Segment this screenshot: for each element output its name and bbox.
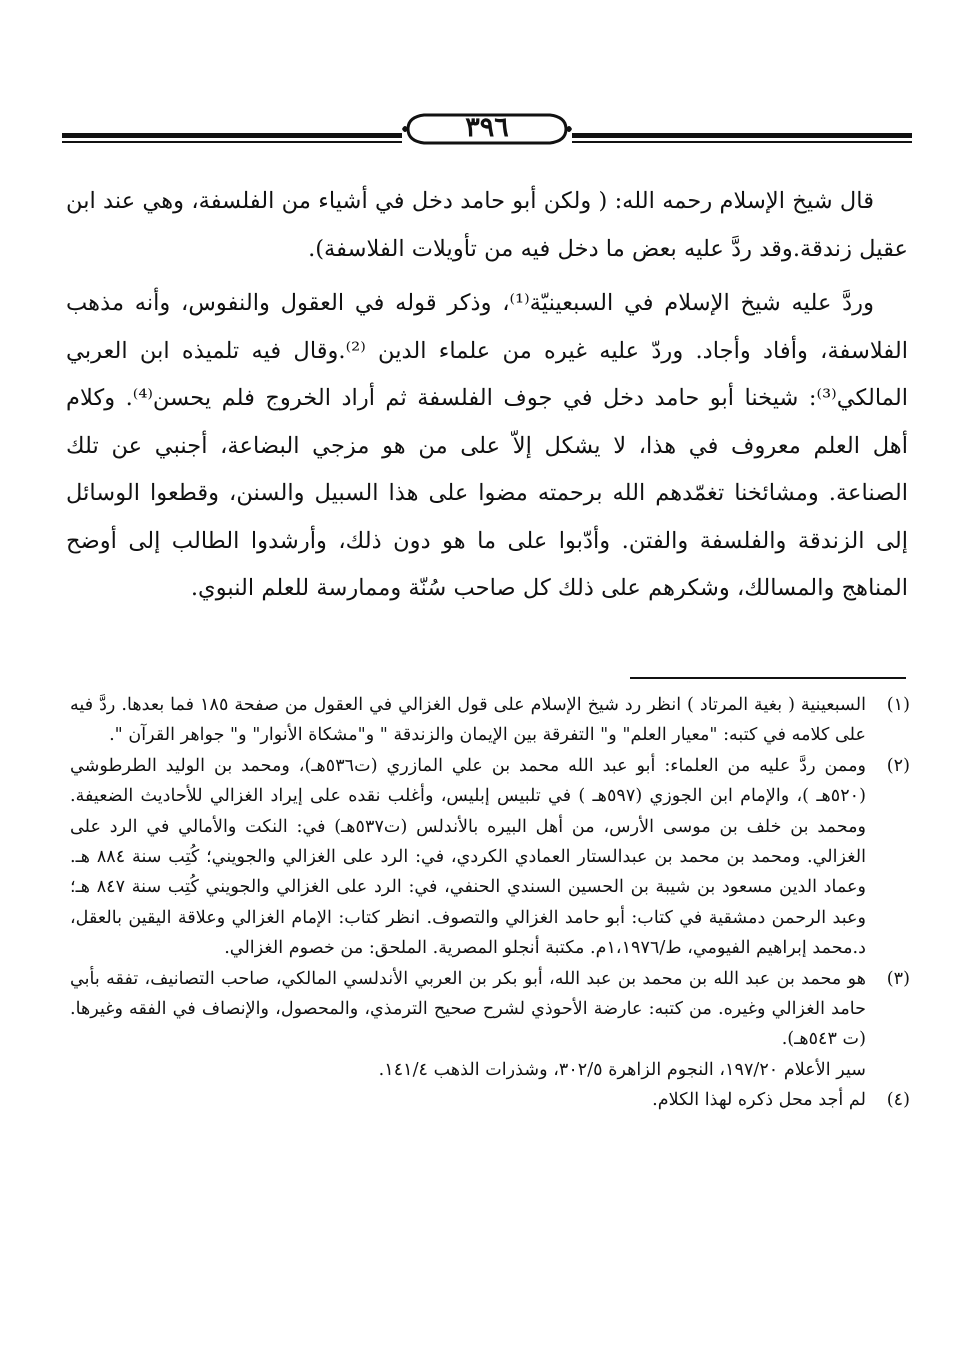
footnote [70,751,910,964]
footnote-text: سير الأعلام ١٩٧/٢٠، النجوم الزاهرة ٣٠٢/٥، وشذرات الذهب ١٤١/٤. [378,1059,866,1080]
footnote-text: وممن ردَّ عليه من العلماء: أبو عبد الله محمد بن علي المازري (ت٥٣٦هـ)، ومحمد بن الوليد الطرطوشي (٥٢٠هـ )، والإمام ابن الجوزي (٥٩٧هـ ) في تلبيس إبليس، وأغلب نقده على إيراد الغزالي للأحاديث الضعيفة. ومحمد بن خلف بن موسى الأرس، من أهل البيره بالأندلس (ت٥٣٧هـ) في: النكت والأمالي في الرد على الغزالي. ومحمد بن محمد بن عبدالستار العمادي الكردي، في: الرد على الغزالي والجويني؛ كُتِب سنة ٨٨٤ هـ. وعماد الدين مسعود بن شيبة بن الحسين السندي الحنفي، في: الرد على الغزالي والجويني كُتِب سنة ٨٤٧ هـ؛ وعبد الرحمن دمشقية في كتاب: أبو حامد الغزالي والتصوف. انظر كتاب: الإمام الغزالي وعلاقة اليقين بالعقل، د.محمد إبراهيم الفيومي، ط/١،١٩٧٦م. مكتبة أنجلو المصرية. الملحق: من خصوم الغزالي. [70,755,866,959]
header-rule-left [62,133,402,147]
footnote [70,964,910,1086]
body-paragraph: قال شيخ الإسلام رحمه الله: ( ولكن أبو حامد دخل في أشياء من الفلسفة، وهي عند ابن عقيل زندقة.وقد ردَّ عليه بعض ما دخل فيه من تأويلات الفلاسفة). [66,188,908,262]
header-rule-right [572,133,912,147]
footnote [70,690,910,751]
page-number: ٣٩٦ [465,112,509,143]
footnote-number: (٤) [886,1090,910,1111]
footnote-number: (٢) [886,755,910,776]
footnotes [70,690,910,1116]
footnote-text: السبعينية ( بغية المرتاد ) انظر رد شيخ الإسلام على قول الغزالي في العقول من صفحة ١٨٥ فما بعدها. ردَّ فيه على كلامه في كتبه: "معيار العلم" و" التفرقة بين الإيمان والزندقة " و"مشكاة الأنوار" و" جواهر القرآن ". [70,695,866,746]
footnote-separator [630,677,906,679]
body-paragraph: وردَّ عليه شيخ الإسلام في السبعينيّة⁽¹⁾، وذكر قوله في العقول والنفوس، وأنه مذهب الفلاسفة، وأفاد وأجاد. وردّ عليه غيره من علماء الدين ⁽²⁾.وقال فيه تلميذه ابن العربي المالكي⁽³⁾: شيخنا أبو حامد دخل في جوف الفلسفة ثم أراد الخروج فلم يحسن⁽⁴⁾. وكلام أهل العلم معروف في هذا، لا يشكل إلاّ على من هو مزجي البضاعة، أجنبي عن تلك الصناعة. ومشائخنا تغمّدهم الله برحمته مضوا على هذا السبيل والسنن، وقطعوا الوسائل إلى الزندقة والفلسفة والفتن. وأدّبوا على ما هو دون ذلك، وأرشدوا الطالب إلى أوضح المناهج والمسالك، وشكرهم على ذلك كل صاحب سُنّة وممارسة للعلم النبوي. [66,290,908,601]
footnote-text: لم أجد محل ذكره لهذا الكلام. [652,1090,866,1111]
footnote [70,1085,910,1115]
footnote-text: هو محمد بن عبد الله بن محمد بن عبد الله، أبو بكر بن العربي الأندلسي المالكي، صاحب التصانيف، تفقه بأبي حامد الغزالي وغيره. من كتبه: عارضة الأحوذي لشرح صحيح الترمذي، والمحصول، والإنصاف في الفقه وغيرها. (ت ٥٤٣هـ). [70,968,866,1050]
page-number-frame [402,109,572,149]
footnote-number: (١) [886,695,910,715]
main-text [66,178,908,620]
page-header [62,105,912,155]
footnote-number: (٣) [886,968,910,989]
